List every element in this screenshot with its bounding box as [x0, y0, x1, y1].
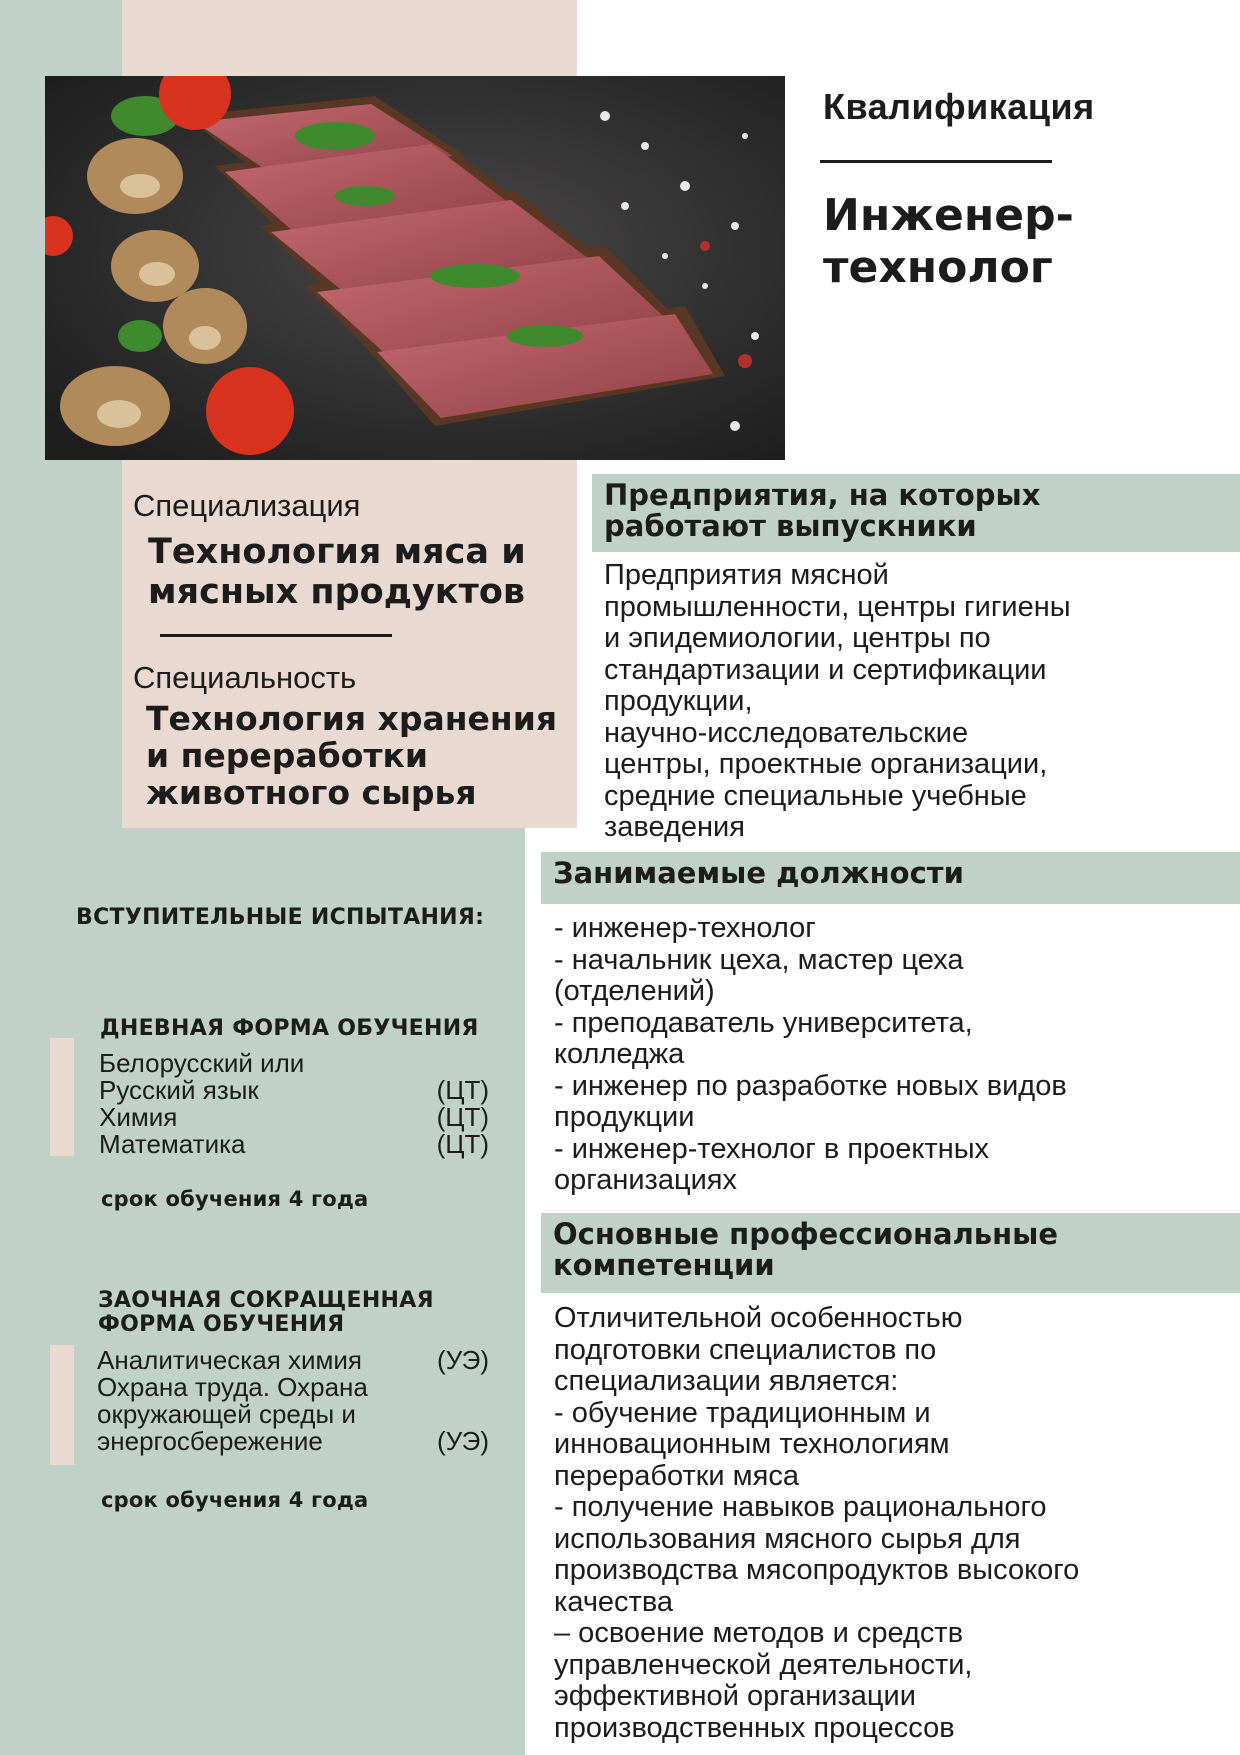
specialty-line: Технология хранения — [146, 699, 558, 738]
part-time-title-line: ЗАОЧНАЯ СОКРАЩЕННАЯ — [98, 1288, 434, 1313]
subject-row — [99, 1050, 489, 1077]
specialization-line: мясных продуктов — [148, 572, 526, 612]
subject-row — [97, 1374, 489, 1401]
competencies-heading-line: компетенции — [553, 1248, 775, 1282]
subject-exam: (ЦТ) — [436, 1075, 489, 1105]
qualification-value — [823, 190, 1223, 294]
employers-line: продукции, — [604, 685, 753, 717]
competencies-line: переработки мяса — [554, 1459, 799, 1492]
subject-exam: (УЭ) — [437, 1426, 489, 1456]
specialty-value — [146, 700, 586, 811]
competencies-heading-line: Основные профессиональные — [553, 1217, 1059, 1251]
full-time-title: ДНЕВНАЯ ФОРМА ОБУЧЕНИЯ — [100, 1016, 479, 1041]
positions-line: - инженер-технолог в проектных — [554, 1132, 990, 1165]
part-time-accent-bar — [50, 1345, 74, 1465]
subject-name: Аналитическая химия — [97, 1345, 363, 1375]
subject-name: Русский язык — [99, 1075, 259, 1105]
employers-line: заведения — [604, 811, 745, 843]
positions-line: - инженер по разработке новых видов — [554, 1069, 1067, 1102]
part-time-subjects — [97, 1347, 489, 1455]
subject-name: Химия — [99, 1102, 178, 1132]
qualification-label: Квалификация — [823, 86, 1095, 127]
steak-photo — [45, 76, 785, 460]
competencies-line: - обучение традиционным и — [554, 1396, 931, 1429]
qualification-divider — [820, 160, 1052, 163]
subject-row — [97, 1428, 489, 1455]
competencies-line: производства мясопродуктов высокого — [554, 1554, 1080, 1586]
positions-line: - инженер-технолог — [554, 912, 816, 944]
competencies-line: качества — [554, 1585, 674, 1618]
employers-heading-line: работают выпускники — [604, 509, 977, 543]
employers-line: Предприятия мясной — [604, 559, 889, 591]
subject-name: окружающей среды и — [97, 1399, 356, 1429]
competencies-heading — [541, 1213, 1240, 1293]
employers-line: промышленности, центры гигиены — [604, 590, 1071, 623]
competencies-line: управленческой деятельности, — [554, 1648, 973, 1681]
full-time-subjects — [99, 1050, 489, 1158]
qualification-line: Инженер- — [823, 190, 1074, 241]
subject-name: Математика — [99, 1129, 246, 1159]
competencies-text — [554, 1303, 1234, 1744]
subject-exam: (ЦТ) — [436, 1102, 489, 1132]
positions-line: - начальник цеха, мастер цеха — [554, 943, 964, 976]
competencies-line: производственных процессов — [554, 1711, 955, 1744]
employers-heading — [592, 474, 1240, 552]
employers-line: и эпидемиологии, центры по — [604, 622, 991, 654]
full-time-term: срок обучения 4 года — [101, 1187, 369, 1211]
employers-heading-line: Предприятия, на которых — [604, 478, 1041, 512]
qualification-line: технолог — [823, 242, 1053, 293]
specialty-label: Специальность — [133, 660, 357, 695]
part-time-term: срок обучения 4 года — [101, 1488, 369, 1512]
full-time-accent-bar — [50, 1038, 74, 1156]
entrance-exams-title: ВСТУПИТЕЛЬНЫЕ ИСПЫТАНИЯ: — [76, 905, 485, 930]
employers-line: научно-исследовательские — [604, 716, 969, 749]
competencies-line: специализации является: — [554, 1365, 899, 1397]
subject-row — [97, 1401, 489, 1428]
employers-text — [604, 560, 1234, 844]
positions-heading-line: Занимаемые должности — [553, 856, 964, 890]
employers-line: стандартизации и сертификации — [604, 653, 1047, 686]
subject-row — [97, 1347, 489, 1374]
subject-row — [99, 1131, 489, 1158]
competencies-line: подготовки специалистов по — [554, 1333, 937, 1366]
positions-heading — [541, 852, 1240, 904]
positions-line: колледжа — [554, 1038, 685, 1070]
positions-line: (отделений) — [554, 975, 715, 1007]
subject-row — [99, 1077, 489, 1104]
positions-line: продукции — [554, 1101, 695, 1133]
subject-name: Охрана труда. Охрана — [97, 1372, 368, 1402]
specialization-value — [148, 532, 578, 612]
specialty-line: животного сырья — [146, 773, 477, 812]
employers-line: центры, проектные организации, — [604, 748, 1048, 780]
competencies-line: – освоение методов и средств — [554, 1617, 964, 1649]
subject-row — [99, 1104, 489, 1131]
employers-line: средние специальные учебные — [604, 779, 1027, 812]
subject-name: Белорусский или — [99, 1048, 305, 1078]
subject-exam: (ЦТ) — [436, 1129, 489, 1159]
competencies-line: - получение навыков рационального — [554, 1491, 1047, 1523]
specialization-line: Технология мяса и — [148, 532, 526, 572]
specialty-line: и переработки — [146, 736, 429, 775]
positions-line: организациях — [554, 1164, 737, 1196]
positions-text — [554, 913, 1234, 1197]
competencies-line: эффективной организации — [554, 1680, 916, 1712]
competencies-line: Отличительной особенностью — [554, 1302, 963, 1334]
part-time-title-line: ФОРМА ОБУЧЕНИЯ — [98, 1312, 345, 1337]
specialization-divider — [160, 634, 392, 637]
positions-line: - преподаватель университета, — [554, 1006, 973, 1039]
subject-exam: (УЭ) — [437, 1345, 489, 1375]
competencies-line: использования мясного сырья для — [554, 1522, 1021, 1555]
subject-name: энергосбережение — [97, 1426, 323, 1456]
specialization-label: Специализация — [133, 488, 361, 523]
competencies-line: инновационным технологиям — [554, 1428, 950, 1460]
part-time-title — [98, 1289, 434, 1337]
